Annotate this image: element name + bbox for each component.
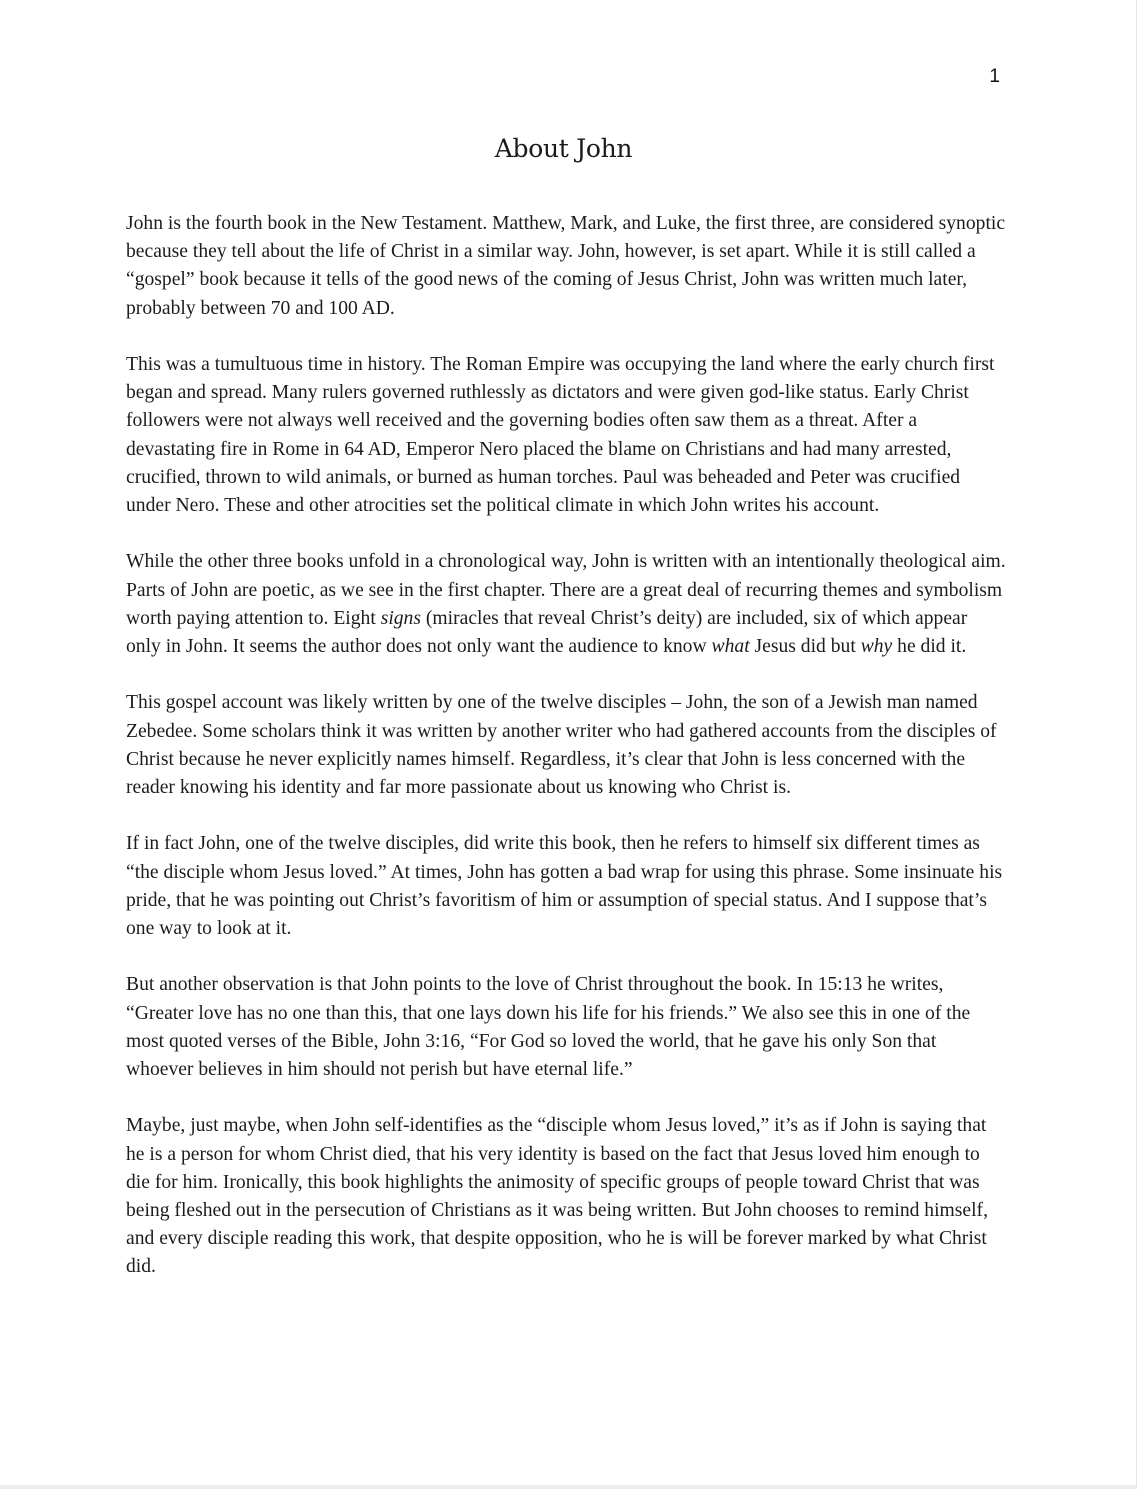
paragraph-2: This was a tumultuous time in history. The Roman Empire was occupying the land where the early church first began and spread. Many rulers governed ruthlessly as dictators and were given god-like status. Early Christ followers were not always well received and the governing bodies often saw them as a threat. After a devastating fire in Rome in 64 AD, Emperor Nero placed the blame on Christians and had many arrested, crucified, thrown to wild animals, or burned as human torches. Paul was beheaded and Peter was crucified under Nero. These and other atrocities set the political climate in which John writes his account. [126,354,995,517]
document-body [126,210,1006,1310]
paragraph-6: But another observation is that John points to the love of Christ throughout the book. In 15:13 he writes, “Greater love has no one than this, that one lays down his life for his friends.” We also see this in one of the most quoted verses of the Bible, John 3:16, “For God so loved the world, that he gave his only Son that whoever believes in him should not perish but have eternal life.” [126,974,971,1081]
italic-what: what [711,636,750,658]
page-title: About John [494,134,633,163]
paragraph-4: This gospel account was likely written by one of the twelve disciples – John, the son of a Jewish man named Zebedee. Some scholars think it was written by another writer who had gathered accounts from the disciples of Christ because he never explicitly names himself. Regardless, it’s clear that John is less concerned with the reader knowing his identity and far more passionate about us knowing who Christ is. [126,692,997,799]
italic-signs: signs [380,607,421,629]
paragraph-3-part-c: Jesus did but [749,636,861,658]
paragraph-7: Maybe, just maybe, when John self-identifies as the “disciple whom Jesus loved,” it’s as if John is saying that he is a person for whom Christ died, that his very identity is based on the fact that Jesus loved him enough to die for him. Ironically, this book highlights the animosity of specific groups of people toward Christ that was being fleshed out in the persecution of Christians as it was being written. But John chooses to remind himself, and every disciple reading this work, that despite opposition, who he is will be forever marked by what Christ did. [126,1115,988,1278]
paragraph-3-part-a: While the other three books unfold in a chronological way, John is written with an intentionally theological aim. Parts of John are poetic, as we see in the first chapter. There are a great deal of recurring themes and symbolism worth paying attention to. Eight [126,551,1006,629]
page-number: 1 [989,66,1000,87]
paragraph-3-part-d: he did it. [892,636,967,658]
paragraph-5: If in fact John, one of the twelve disciples, did write this book, then he refers to himself six different times as “the disciple whom Jesus loved.” At times, John has gotten a bad wrap for using this phrase. Some insinuate his pride, that he was pointing out Christ’s favoritism of him or assumption of special status. And I suppose that’s one way to look at it. [126,833,1003,940]
italic-why: why [860,636,893,658]
paragraph-3 [126,548,1006,661]
paragraph-3-part-b: (miracles that reveal Christ’s deity) are included, six of which appear only in John. It seems the author does not only want the audience to know [126,607,968,658]
paragraph-1: John is the fourth book in the New Testament. Matthew, Mark, and Luke, the first three, are considered synoptic because they tell about the life of Christ in a similar way. John, however, is set apart. While it is still called a “gospel” book because it tells of the good news of the coming of Jesus Christ, John was written much later, probably between 70 and 100 AD. [126,213,1006,319]
